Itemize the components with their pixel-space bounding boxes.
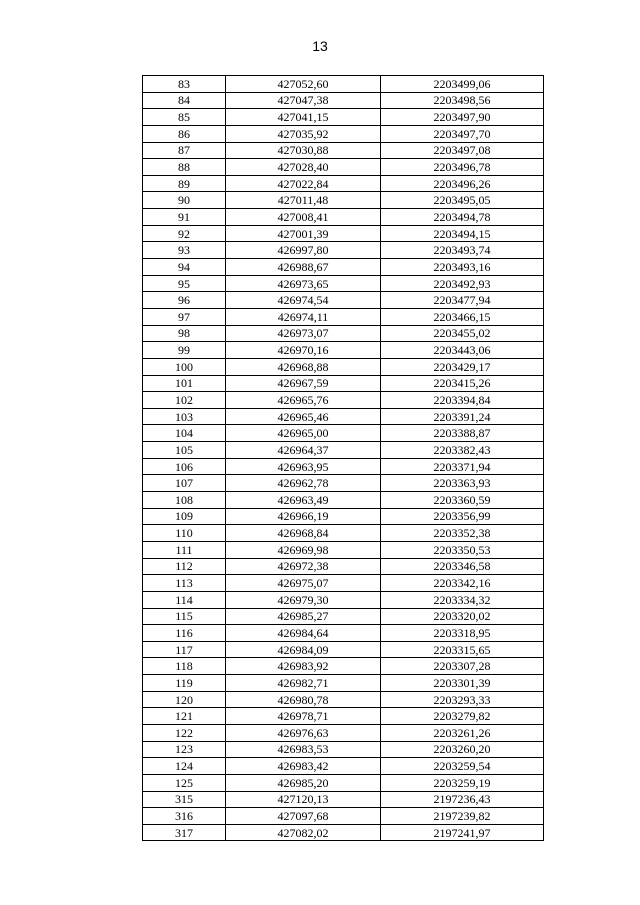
- x-coordinate-cell: 426988,67: [226, 259, 381, 276]
- point-number-cell: 91: [143, 209, 226, 226]
- y-coordinate-cell: 2203334,32: [381, 591, 544, 608]
- table-row: [143, 492, 544, 509]
- point-number-cell: 99: [143, 342, 226, 359]
- table-row: [143, 308, 544, 325]
- point-number-cell: 120: [143, 691, 226, 708]
- x-coordinate-cell: 426965,76: [226, 392, 381, 409]
- table-row: [143, 608, 544, 625]
- y-coordinate-cell: 2203360,59: [381, 492, 544, 509]
- y-coordinate-cell: 2203391,24: [381, 408, 544, 425]
- point-number-cell: 316: [143, 808, 226, 825]
- x-coordinate-cell: 426978,71: [226, 708, 381, 725]
- y-coordinate-cell: 2203350,53: [381, 541, 544, 558]
- y-coordinate-cell: 2203261,26: [381, 724, 544, 741]
- table-row: [143, 508, 544, 525]
- table-row: [143, 741, 544, 758]
- x-coordinate-cell: 427120,13: [226, 791, 381, 808]
- table-row: [143, 824, 544, 841]
- table-row: [143, 76, 544, 93]
- point-number-cell: 102: [143, 392, 226, 409]
- y-coordinate-cell: 2203346,58: [381, 558, 544, 575]
- table-row: [143, 575, 544, 592]
- x-coordinate-cell: 426967,59: [226, 375, 381, 392]
- x-coordinate-cell: 427028,40: [226, 159, 381, 176]
- x-coordinate-cell: 426962,78: [226, 475, 381, 492]
- x-coordinate-cell: 426983,92: [226, 658, 381, 675]
- table-row: [143, 92, 544, 109]
- point-number-cell: 105: [143, 442, 226, 459]
- x-coordinate-cell: 427001,39: [226, 225, 381, 242]
- y-coordinate-cell: 2203363,93: [381, 475, 544, 492]
- point-number-cell: 115: [143, 608, 226, 625]
- y-coordinate-cell: 2203394,84: [381, 392, 544, 409]
- point-number-cell: 123: [143, 741, 226, 758]
- point-number-cell: 315: [143, 791, 226, 808]
- x-coordinate-cell: 426976,63: [226, 724, 381, 741]
- table-row: [143, 675, 544, 692]
- x-coordinate-cell: 427097,68: [226, 808, 381, 825]
- x-coordinate-cell: 426983,42: [226, 758, 381, 775]
- y-coordinate-cell: 2203318,95: [381, 625, 544, 642]
- x-coordinate-cell: 426984,09: [226, 641, 381, 658]
- x-coordinate-cell: 427030,88: [226, 142, 381, 159]
- point-number-cell: 106: [143, 458, 226, 475]
- y-coordinate-cell: 2203493,16: [381, 259, 544, 276]
- point-number-cell: 111: [143, 541, 226, 558]
- table-row: [143, 408, 544, 425]
- page-number: 13: [312, 38, 328, 54]
- x-coordinate-cell: 426980,78: [226, 691, 381, 708]
- y-coordinate-cell: 2197239,82: [381, 808, 544, 825]
- table-row: [143, 342, 544, 359]
- point-number-cell: 94: [143, 259, 226, 276]
- point-number-cell: 84: [143, 92, 226, 109]
- point-number-cell: 122: [143, 724, 226, 741]
- point-number-cell: 88: [143, 159, 226, 176]
- table-row: [143, 758, 544, 775]
- y-coordinate-cell: 2203497,70: [381, 125, 544, 142]
- x-coordinate-cell: 426984,64: [226, 625, 381, 642]
- coordinates-table: [142, 75, 544, 841]
- table-row: [143, 392, 544, 409]
- table-row: [143, 292, 544, 309]
- table-row: [143, 641, 544, 658]
- y-coordinate-cell: 2203388,87: [381, 425, 544, 442]
- table-row: [143, 791, 544, 808]
- y-coordinate-cell: 2203498,56: [381, 92, 544, 109]
- point-number-cell: 98: [143, 325, 226, 342]
- point-number-cell: 100: [143, 358, 226, 375]
- y-coordinate-cell: 2203496,26: [381, 175, 544, 192]
- table-row: [143, 109, 544, 126]
- y-coordinate-cell: 2203429,17: [381, 358, 544, 375]
- table-row: [143, 708, 544, 725]
- table-row: [143, 192, 544, 209]
- table-row: [143, 275, 544, 292]
- x-coordinate-cell: 426979,30: [226, 591, 381, 608]
- point-number-cell: 93: [143, 242, 226, 259]
- y-coordinate-cell: 2203443,06: [381, 342, 544, 359]
- x-coordinate-cell: 427041,15: [226, 109, 381, 126]
- y-coordinate-cell: 2203293,33: [381, 691, 544, 708]
- point-number-cell: 95: [143, 275, 226, 292]
- point-number-cell: 89: [143, 175, 226, 192]
- y-coordinate-cell: 2203499,06: [381, 76, 544, 93]
- x-coordinate-cell: 426985,27: [226, 608, 381, 625]
- x-coordinate-cell: 426963,95: [226, 458, 381, 475]
- table-row: [143, 591, 544, 608]
- point-number-cell: 103: [143, 408, 226, 425]
- table-row: [143, 525, 544, 542]
- x-coordinate-cell: 427052,60: [226, 76, 381, 93]
- point-number-cell: 90: [143, 192, 226, 209]
- table-row: [143, 159, 544, 176]
- x-coordinate-cell: 426997,80: [226, 242, 381, 259]
- point-number-cell: 125: [143, 774, 226, 791]
- point-number-cell: 117: [143, 641, 226, 658]
- table-row: [143, 175, 544, 192]
- table-row: [143, 558, 544, 575]
- x-coordinate-cell: 427022,84: [226, 175, 381, 192]
- y-coordinate-cell: 2203494,78: [381, 209, 544, 226]
- point-number-cell: 96: [143, 292, 226, 309]
- y-coordinate-cell: 2197236,43: [381, 791, 544, 808]
- point-number-cell: 121: [143, 708, 226, 725]
- table-row: [143, 358, 544, 375]
- y-coordinate-cell: 2203259,54: [381, 758, 544, 775]
- x-coordinate-cell: 426965,46: [226, 408, 381, 425]
- x-coordinate-cell: 426964,37: [226, 442, 381, 459]
- x-coordinate-cell: 427035,92: [226, 125, 381, 142]
- point-number-cell: 116: [143, 625, 226, 642]
- x-coordinate-cell: 426969,98: [226, 541, 381, 558]
- y-coordinate-cell: 2203497,90: [381, 109, 544, 126]
- table-row: [143, 442, 544, 459]
- y-coordinate-cell: 2203259,19: [381, 774, 544, 791]
- y-coordinate-cell: 2203497,08: [381, 142, 544, 159]
- point-number-cell: 124: [143, 758, 226, 775]
- table-row: [143, 808, 544, 825]
- x-coordinate-cell: 426974,54: [226, 292, 381, 309]
- point-number-cell: 101: [143, 375, 226, 392]
- x-coordinate-cell: 426974,11: [226, 308, 381, 325]
- y-coordinate-cell: 2203494,15: [381, 225, 544, 242]
- point-number-cell: 119: [143, 675, 226, 692]
- x-coordinate-cell: 426973,65: [226, 275, 381, 292]
- y-coordinate-cell: 2203260,20: [381, 741, 544, 758]
- x-coordinate-cell: 427011,48: [226, 192, 381, 209]
- y-coordinate-cell: 2203495,05: [381, 192, 544, 209]
- table-row: [143, 458, 544, 475]
- x-coordinate-cell: 426983,53: [226, 741, 381, 758]
- x-coordinate-cell: 426966,19: [226, 508, 381, 525]
- point-number-cell: 113: [143, 575, 226, 592]
- y-coordinate-cell: 2203415,26: [381, 375, 544, 392]
- x-coordinate-cell: 426963,49: [226, 492, 381, 509]
- y-coordinate-cell: 2203496,78: [381, 159, 544, 176]
- coordinates-table-body: [143, 76, 544, 841]
- x-coordinate-cell: 426968,88: [226, 358, 381, 375]
- table-row: [143, 625, 544, 642]
- y-coordinate-cell: 2203477,94: [381, 292, 544, 309]
- x-coordinate-cell: 427008,41: [226, 209, 381, 226]
- table-row: [143, 774, 544, 791]
- table-row: [143, 325, 544, 342]
- table-row: [143, 225, 544, 242]
- table-row: [143, 475, 544, 492]
- point-number-cell: 107: [143, 475, 226, 492]
- x-coordinate-cell: 426970,16: [226, 342, 381, 359]
- x-coordinate-cell: 426975,07: [226, 575, 381, 592]
- point-number-cell: 83: [143, 76, 226, 93]
- y-coordinate-cell: 2203352,38: [381, 525, 544, 542]
- y-coordinate-cell: 2197241,97: [381, 824, 544, 841]
- table-row: [143, 209, 544, 226]
- table-row: [143, 724, 544, 741]
- point-number-cell: 104: [143, 425, 226, 442]
- table-row: [143, 242, 544, 259]
- point-number-cell: 97: [143, 308, 226, 325]
- table-row: [143, 691, 544, 708]
- y-coordinate-cell: 2203342,16: [381, 575, 544, 592]
- y-coordinate-cell: 2203320,02: [381, 608, 544, 625]
- y-coordinate-cell: 2203307,28: [381, 658, 544, 675]
- point-number-cell: 87: [143, 142, 226, 159]
- y-coordinate-cell: 2203315,65: [381, 641, 544, 658]
- table-row: [143, 142, 544, 159]
- table-row: [143, 658, 544, 675]
- table-row: [143, 259, 544, 276]
- point-number-cell: 110: [143, 525, 226, 542]
- y-coordinate-cell: 2203466,15: [381, 308, 544, 325]
- x-coordinate-cell: 426965,00: [226, 425, 381, 442]
- y-coordinate-cell: 2203455,02: [381, 325, 544, 342]
- point-number-cell: 317: [143, 824, 226, 841]
- point-number-cell: 118: [143, 658, 226, 675]
- point-number-cell: 114: [143, 591, 226, 608]
- y-coordinate-cell: 2203301,39: [381, 675, 544, 692]
- x-coordinate-cell: 426973,07: [226, 325, 381, 342]
- y-coordinate-cell: 2203371,94: [381, 458, 544, 475]
- x-coordinate-cell: 427047,38: [226, 92, 381, 109]
- table-row: [143, 125, 544, 142]
- point-number-cell: 92: [143, 225, 226, 242]
- point-number-cell: 112: [143, 558, 226, 575]
- point-number-cell: 109: [143, 508, 226, 525]
- point-number-cell: 86: [143, 125, 226, 142]
- table-row: [143, 541, 544, 558]
- table-row: [143, 375, 544, 392]
- table-row: [143, 425, 544, 442]
- point-number-cell: 85: [143, 109, 226, 126]
- y-coordinate-cell: 2203356,99: [381, 508, 544, 525]
- x-coordinate-cell: 426982,71: [226, 675, 381, 692]
- x-coordinate-cell: 426968,84: [226, 525, 381, 542]
- y-coordinate-cell: 2203492,93: [381, 275, 544, 292]
- x-coordinate-cell: 426972,38: [226, 558, 381, 575]
- x-coordinate-cell: 427082,02: [226, 824, 381, 841]
- y-coordinate-cell: 2203382,43: [381, 442, 544, 459]
- y-coordinate-cell: 2203493,74: [381, 242, 544, 259]
- y-coordinate-cell: 2203279,82: [381, 708, 544, 725]
- x-coordinate-cell: 426985,20: [226, 774, 381, 791]
- point-number-cell: 108: [143, 492, 226, 509]
